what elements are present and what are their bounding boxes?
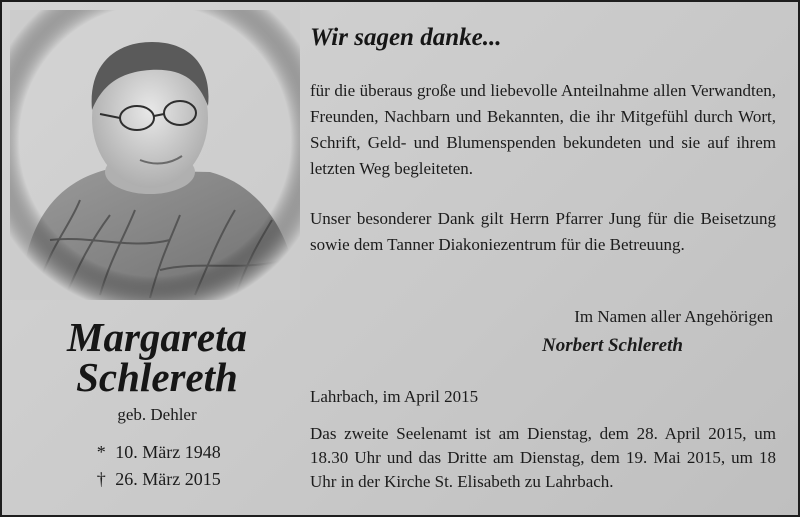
special-thanks-paragraph: Unser besonderer Dank gilt Herrn Pfarrer Jung für die Beisetzung sowie dem Tanner Diakoniezentrum für die Betreuung. [310,209,776,254]
birth-star-icon: * [96,442,106,462]
signature-name: Norbert Schlereth [542,335,683,356]
signature-line: Im Namen aller Angehörigen [574,307,773,326]
birth-date-line [12,439,302,466]
deceased-last-name: Schlereth [76,354,238,400]
maiden-name: geb. Dehler [117,405,197,424]
portrait-photo [10,10,300,300]
death-cross-icon: † [96,469,106,489]
deceased-first-name: Margareta [67,314,247,360]
place-and-date: Lahrbach, im April 2015 [310,387,479,406]
death-date-line [12,466,302,493]
death-date: 26. März 2015 [115,469,221,489]
services-paragraph: Das zweite Seelenamt ist am Dienstag, dem 28. April 2015, um 18.30 Uhr und das Dritte am Dienstag, dem 19. Mai 2015, um 18 Uhr in der Kirche St. Elisabeth zu Lahrbach. [310,424,776,491]
birth-date: 10. März 1948 [115,442,221,462]
deceased-info [12,314,302,493]
heading: Wir sagen danke... [310,24,502,51]
thanks-paragraph: für die überaus große und liebevolle Anteilnahme allen Verwandten, Freunden, Nachbarn und Bekannten, die ihr Mitgefühl durch Wort, Schrift, Geld- und Blumenspenden bekundeten und sie auf ihrem letzten Weg begleiteten. [310,81,776,178]
life-dates [12,439,302,493]
